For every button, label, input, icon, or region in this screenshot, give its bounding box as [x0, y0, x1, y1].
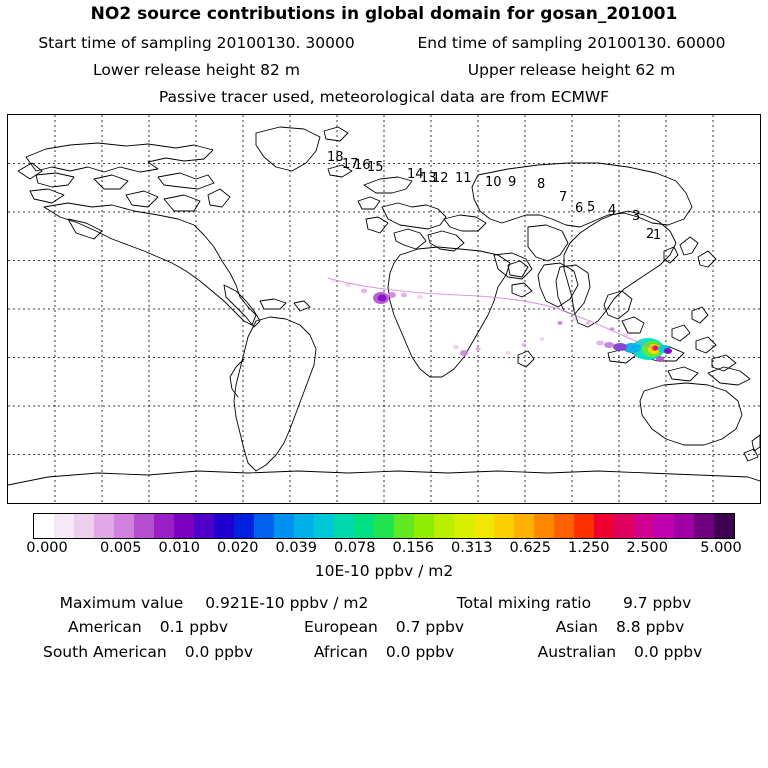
svg-text:1: 1	[653, 228, 662, 243]
colorbar-swatch	[214, 514, 234, 538]
svg-text:4: 4	[608, 203, 617, 218]
region-label: South American	[42, 643, 167, 661]
colorbar-tick-label: 0.000	[26, 540, 68, 556]
colorbar-tick-label: 1.250	[567, 540, 610, 556]
colorbar-swatch	[354, 514, 374, 538]
colorbar-swatch	[94, 514, 114, 538]
colorbar-swatch	[254, 514, 274, 538]
svg-text:14: 14	[407, 167, 424, 182]
footer-region-row-1	[0, 618, 768, 636]
region-african	[266, 643, 502, 661]
colorbar-swatch	[234, 514, 254, 538]
svg-text:9: 9	[508, 175, 517, 190]
svg-text:8: 8	[537, 177, 546, 192]
svg-text:17: 17	[342, 157, 359, 172]
colorbar-swatch	[694, 514, 714, 538]
maximum-value-block	[24, 594, 404, 612]
colorbar-swatch	[54, 514, 74, 538]
region-value: 0.1 ppbv	[159, 618, 229, 636]
svg-text:2: 2	[646, 227, 655, 242]
footer-region-row-2	[0, 643, 768, 661]
header-row-release-heights	[0, 61, 768, 79]
svg-text:18: 18	[327, 150, 344, 165]
colorbar-tick-label: 0.313	[450, 540, 493, 556]
upper-release-height-text: Upper release height 62 m	[467, 61, 676, 79]
colorbar-swatch	[374, 514, 394, 538]
region-australian	[502, 643, 738, 661]
graticule-grid	[8, 115, 760, 503]
svg-text:3: 3	[632, 209, 641, 224]
colorbar-tick-labels	[0, 540, 768, 556]
colorbar-tick-label: 0.039	[275, 540, 318, 556]
region-european	[266, 618, 502, 636]
colorbar-swatch	[434, 514, 454, 538]
colorbar-tick-label: 0.078	[333, 540, 376, 556]
colorbar-swatch	[34, 514, 54, 538]
tracer-note-text: Passive tracer used, meteorological data are from ECMWF	[158, 88, 610, 106]
end-time-text: End time of sampling 20100130. 60000	[417, 34, 726, 52]
colorbar-unit-label: 10E-10 ppbv / m2	[314, 562, 454, 580]
page-title: NO2 source contributions in global domain for gosan_201001	[90, 4, 678, 24]
colorbar-swatch	[514, 514, 534, 538]
svg-text:7: 7	[559, 190, 568, 205]
svg-text:6: 6	[575, 201, 584, 216]
colorbar-swatch	[614, 514, 634, 538]
colorbar-swatch	[474, 514, 494, 538]
colorbar-swatch	[74, 514, 94, 538]
colorbar-tick-label: 5.000	[700, 540, 742, 556]
plume-field	[328, 278, 672, 362]
region-label: European	[303, 618, 378, 636]
region-label: American	[67, 618, 142, 636]
region-value: 0.0 ppbv	[385, 643, 455, 661]
colorbar-swatch	[134, 514, 154, 538]
colorbar-swatch	[494, 514, 514, 538]
svg-text:16: 16	[354, 158, 371, 173]
svg-text:13: 13	[420, 171, 437, 186]
region-american	[30, 618, 266, 636]
colorbar	[33, 513, 735, 539]
maximum-value-text: 0.921E-10 ppbv / m2	[205, 594, 369, 612]
colorbar-swatch	[154, 514, 174, 538]
colorbar-tick-label: 2.500	[626, 540, 669, 556]
colorbar-swatch	[334, 514, 354, 538]
region-label: Australian	[537, 643, 617, 661]
svg-text:11: 11	[455, 171, 472, 186]
start-time-text: Start time of sampling 20100130. 30000	[38, 34, 355, 52]
colorbar-tick-label: 0.020	[216, 540, 259, 556]
colorbar-swatch	[294, 514, 314, 538]
colorbar-swatch	[574, 514, 594, 538]
colorbar-swatch	[594, 514, 614, 538]
colorbar-swatch	[714, 514, 734, 538]
colorbar-swatch	[454, 514, 474, 538]
colorbar-tick-label: 0.625	[509, 540, 552, 556]
total-mixing-ratio-block	[404, 594, 744, 612]
colorbar-swatch	[394, 514, 414, 538]
region-label: Asian	[555, 618, 599, 636]
region-asian	[502, 618, 738, 636]
svg-text:15: 15	[367, 160, 384, 175]
lower-release-height-text: Lower release height 82 m	[93, 61, 300, 79]
region-value: 8.8 ppbv	[616, 618, 685, 636]
colorbar-swatch	[314, 514, 334, 538]
region-value: 0.0 ppbv	[184, 643, 254, 661]
total-mixing-ratio-value: 9.7 ppbv	[622, 594, 692, 612]
region-value: 0.7 ppbv	[395, 618, 465, 636]
region-value: 0.0 ppbv	[634, 643, 703, 661]
map-plot-area	[7, 114, 761, 504]
colorbar-swatch	[194, 514, 214, 538]
maximum-value-label: Maximum value	[59, 594, 184, 612]
colorbar-tick-label: 0.005	[99, 540, 142, 556]
colorbar-swatch	[654, 514, 674, 538]
total-mixing-ratio-label: Total mixing ratio	[456, 594, 592, 612]
colorbar-tick-label: 0.010	[158, 540, 201, 556]
colorbar-swatch	[274, 514, 294, 538]
header-row-tracer-note	[0, 88, 768, 106]
header-row-sampling-times	[0, 34, 768, 52]
svg-text:10: 10	[485, 175, 502, 190]
trajectory-hour-labels	[327, 150, 661, 243]
region-label: African	[313, 643, 368, 661]
colorbar-swatch	[634, 514, 654, 538]
colorbar-tick-label: 0.156	[392, 540, 435, 556]
svg-text:5: 5	[587, 200, 596, 215]
colorbar-swatch	[674, 514, 694, 538]
colorbar-swatch	[534, 514, 554, 538]
footer-summary-row	[0, 594, 768, 612]
colorbar-swatch	[114, 514, 134, 538]
colorbar-swatch	[174, 514, 194, 538]
colorbar-swatch	[414, 514, 434, 538]
colorbar-swatch	[554, 514, 574, 538]
svg-text:12: 12	[432, 171, 449, 186]
region-south-american	[30, 643, 266, 661]
